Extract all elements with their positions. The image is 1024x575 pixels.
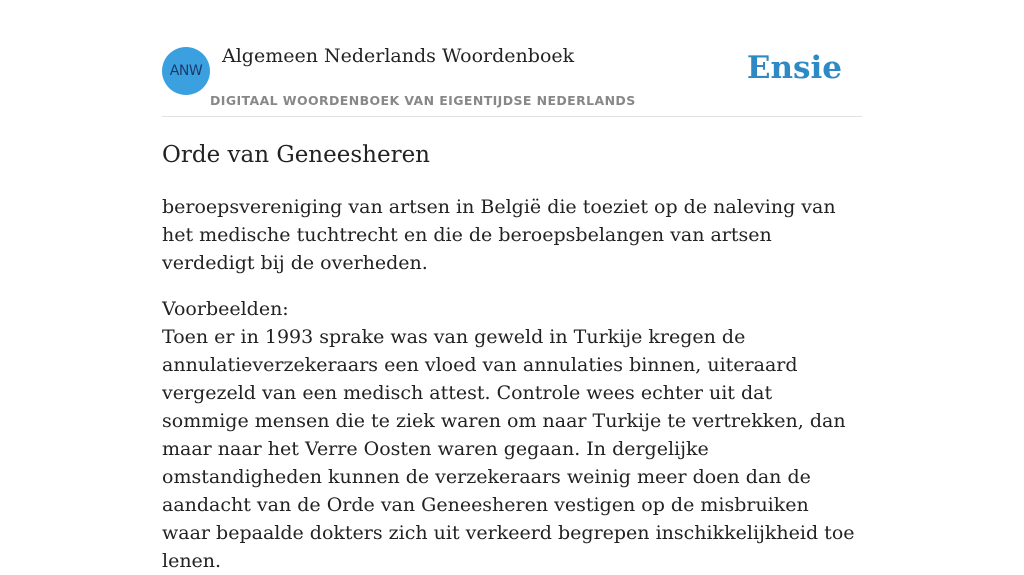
site-title[interactable]: Algemeen Nederlands Woordenboek [222, 45, 575, 67]
examples-label: Voorbeelden: [162, 298, 289, 320]
entry-definition: beroepsvereniging van artsen in België die toeziet op de naleving van het medische tuchtrecht en die de beroepsbelangen van artsen verdedigt bij de overheden. [162, 196, 836, 274]
ensie-brand-link[interactable]: Ensie [746, 50, 842, 86]
site-subtitle: DIGITAAL WOORDENBOEK VAN EIGENTIJDSE NEDERLANDS [210, 93, 636, 108]
anw-logo[interactable]: ANW [162, 47, 210, 95]
example-text: Toen er in 1993 sprake was van geweld in Turkije kregen de annulatieverzekeraars een vloed van annulaties binnen, uiteraard vergezeld van een medisch attest. Controle wees echter uit dat sommige mensen die te ziek waren om naar Turkije te vertrekken, dan maar naar het Verre Oosten waren gegaan. In dergelijke omstandigheden kunnen de verzekeraars weinig meer doen dan de aandacht van de Orde van Geneesheren vestigen op de misbruiken waar bepaalde dokters zich uit verkeerd begrepen inschikkelijkheid toe lenen. [162, 326, 855, 572]
entry-content [162, 138, 862, 575]
site-header [162, 0, 862, 117]
entry-term: Orde van Geneesheren [162, 142, 430, 168]
